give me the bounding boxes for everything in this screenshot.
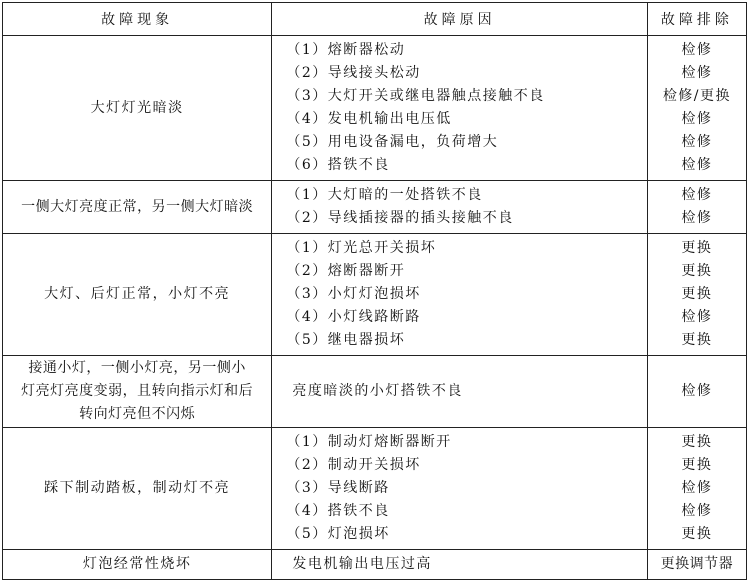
cause-line: （5）灯泡损坏 [286,526,390,542]
symptom-line: 大灯、后灯正常，小灯不亮 [44,286,231,302]
fix-line: 检修 [681,65,713,81]
cause-cell [272,356,648,428]
cause-line: （4）搭铁不良 [286,503,390,519]
fix-line: 检修 [681,383,713,399]
fix-cell [647,428,746,550]
cause-line: （6）搭铁不良 [286,157,390,173]
symptom-cell [3,428,272,550]
table-row [3,36,747,181]
cause-line: 亮度暗淡的小灯搭铁不良 [292,383,463,399]
table-row [3,356,747,428]
cause-line: （3）大灯开关或继电器触点接触不良 [286,88,545,104]
fix-line: 检修 [681,503,713,519]
fix-line: 更换 [681,332,713,348]
table-row [3,550,747,580]
cause-line: （1）制动灯熔断器断开 [286,434,452,450]
fix-cell [647,181,746,234]
cause-line: （2）制动开关损坏 [286,457,421,473]
symptom-cell [3,234,272,356]
fix-cell [647,550,746,580]
cause-line: 发电机输出电压过高 [292,556,432,572]
symptom-cell [3,550,272,580]
symptom-cell [3,181,272,234]
cause-cell [272,181,648,234]
cause-line: （2）导线接头松动 [286,65,421,81]
fix-cell [647,36,746,181]
header-phenomenon: 故障现象 [3,3,272,36]
fix-line: 检修 [681,111,713,127]
symptom-line: 接通小灯，一侧小灯亮，另一侧小 [28,360,246,376]
cause-line: （4）小灯线路断路 [286,309,421,325]
fix-line: 更换调节器 [660,556,734,572]
cause-line: （3）小灯灯泡损坏 [286,286,421,302]
cause-line: （1）灯光总开关损坏 [286,240,437,256]
cause-line: （1）熔断器松动 [286,42,406,58]
fix-line: 检修 [681,42,713,58]
cause-cell [272,428,648,550]
fix-line: 检修 [681,187,713,203]
fix-line: 更换 [681,286,713,302]
symptom-cell [3,36,272,181]
table-row [3,428,747,550]
fix-line: 检修/更换 [662,88,732,104]
cause-line: （4）发电机输出电压低 [286,111,452,127]
symptom-line: 转向灯亮但不闪烁 [79,406,196,422]
fix-line: 更换 [681,526,713,542]
cause-cell [272,234,648,356]
fix-line: 检修 [681,134,713,150]
fix-line: 更换 [681,240,713,256]
cause-line: （2）熔断器断开 [286,263,406,279]
header-row [3,3,747,36]
cause-line: （1）大灯暗的一处搭铁不良 [286,187,483,203]
table-row [3,181,747,234]
header-fix: 故障排除 [647,3,746,36]
fix-line: 检修 [681,480,713,496]
fault-table [2,2,747,580]
fix-line: 检修 [681,157,713,173]
fix-line: 检修 [681,210,713,226]
fix-line: 检修 [681,309,713,325]
symptom-line: 灯亮灯亮度变弱，且转向指示灯和后 [21,383,254,399]
fix-line: 更换 [681,263,713,279]
cause-line: （2）导线插接器的插头接触不良 [286,210,514,226]
fix-line: 更换 [681,434,713,450]
header-cause: 故障原因 [272,3,648,36]
cause-cell [272,550,648,580]
symptom-cell [3,356,272,428]
symptom-line: 踩下制动踏板，制动灯不亮 [44,480,231,496]
fix-cell [647,356,746,428]
cause-line: （3）导线断路 [286,480,390,496]
cause-cell [272,36,648,181]
fix-line: 更换 [681,457,713,473]
cause-line: （5）用电设备漏电，负荷增大 [286,134,499,150]
symptom-line: 灯泡经常性烧坏 [82,556,192,572]
symptom-line: 大灯灯光暗淡 [90,99,184,116]
symptom-line: 一侧大灯亮度正常，另一侧大灯暗淡 [21,198,254,215]
fix-cell [647,234,746,356]
cause-line: （5）继电器损坏 [286,332,406,348]
table-row [3,234,747,356]
